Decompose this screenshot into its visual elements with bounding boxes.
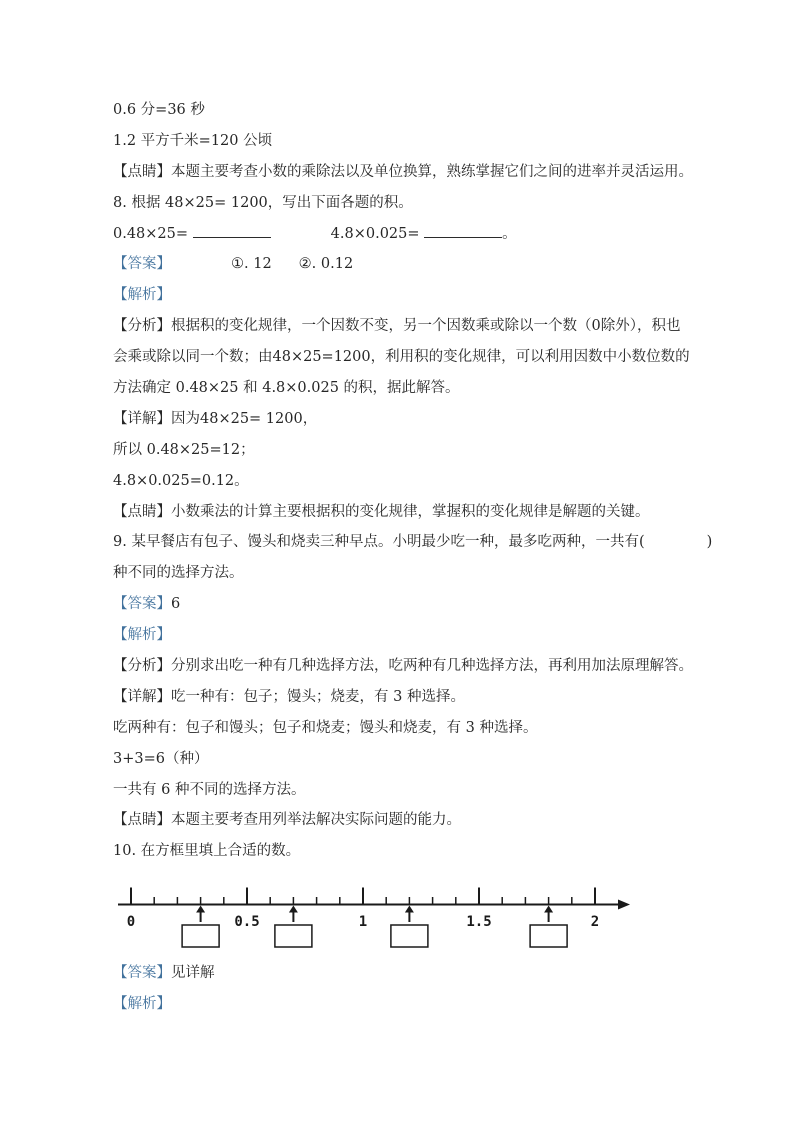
text-segment: ②. 0.12 bbox=[298, 256, 354, 273]
text-segment: 【分析】根据积的变化规律，一个因数不变，另一个因数乘或除以一个数（0除外），积也 bbox=[113, 318, 681, 335]
q9-detail-3 bbox=[113, 744, 733, 775]
q9-remark bbox=[113, 805, 733, 836]
text-segment: 0.48×25= bbox=[113, 225, 193, 242]
q8-blanks bbox=[113, 219, 733, 250]
spacer bbox=[272, 267, 299, 268]
answer-box bbox=[182, 925, 219, 947]
conversion-answer-time bbox=[113, 95, 733, 126]
q10-prompt bbox=[113, 836, 733, 867]
tick-label: 1 bbox=[358, 914, 368, 931]
q8-answer bbox=[113, 249, 733, 280]
answer-label: 【答案】 bbox=[113, 965, 171, 982]
up-arrowhead-icon bbox=[289, 906, 298, 913]
q8-detail-2 bbox=[113, 435, 733, 466]
analysis-label: 【解析】 bbox=[113, 996, 171, 1013]
up-arrowhead-icon bbox=[196, 906, 205, 913]
text-segment: 0.6 分=36 秒 bbox=[113, 102, 205, 118]
blank-underline bbox=[424, 224, 502, 238]
q9-detail-4 bbox=[113, 775, 733, 806]
answer-label: 【答案】 bbox=[113, 596, 171, 613]
q8-remark bbox=[113, 497, 733, 528]
text-segment: 【点睛】本题主要考查小数的乘除法以及单位换算，熟练掌握它们之间的进率并灵活运用。 bbox=[113, 163, 693, 180]
q10-number-line-figure bbox=[113, 867, 733, 958]
q10-answer bbox=[113, 958, 733, 989]
analysis-label: 【解析】 bbox=[113, 287, 171, 304]
text-segment: 8. 根据 48×25= 1200，写出下面各题的积。 bbox=[113, 194, 413, 211]
text-segment: 4.8×0.025= bbox=[330, 225, 425, 242]
text-segment: 4.8×0.025=0.12。 bbox=[113, 472, 249, 489]
number-line-svg bbox=[118, 867, 648, 958]
q9-analysis-header bbox=[113, 620, 733, 651]
text-segment: 会乘或除以同一个数；由48×25=1200，利用积的变化规律，可以利用因数中小数位数的 bbox=[113, 349, 690, 366]
text-segment: 吃两种有：包子和馒头；包子和烧麦；馒头和烧麦，有 3 种选择。 bbox=[113, 719, 538, 736]
text-segment: 种不同的选择方法。 bbox=[113, 565, 244, 582]
text-segment: 。 bbox=[502, 225, 517, 242]
q8-analysis-2 bbox=[113, 342, 733, 373]
q9-analysis bbox=[113, 651, 733, 682]
text-segment: 【点睛】小数乘法的计算主要根据积的变化规律，掌握积的变化规律是解题的关键。 bbox=[113, 503, 650, 520]
q9-answer bbox=[113, 589, 733, 620]
q8-analysis-3 bbox=[113, 373, 733, 404]
text-segment: 【详解】因为48×25= 1200， bbox=[113, 410, 318, 427]
answer-label: 【答案】 bbox=[113, 256, 171, 273]
q8-detail-3 bbox=[113, 466, 733, 497]
answer-box bbox=[391, 925, 428, 947]
document-content bbox=[113, 95, 733, 1020]
q8-prompt bbox=[113, 188, 733, 219]
up-arrowhead-icon bbox=[544, 906, 553, 913]
q9-prompt-2 bbox=[113, 558, 733, 589]
text-segment: 【点睛】本题主要考查用列举法解决实际问题的能力。 bbox=[113, 812, 461, 829]
text-segment: 3+3=6（种） bbox=[113, 750, 209, 767]
tick-label: 2 bbox=[590, 914, 600, 931]
text-segment: 【详解】吃一种有：包子；馒头；烧麦，有 3 种选择。 bbox=[113, 688, 465, 705]
text-segment: 所以 0.48×25=12； bbox=[113, 441, 255, 458]
blank-underline bbox=[193, 224, 271, 238]
text-segment: 见详解 bbox=[171, 965, 215, 982]
up-arrowhead-icon bbox=[405, 906, 414, 913]
q8-analysis-1 bbox=[113, 311, 733, 342]
answer-box bbox=[530, 925, 567, 947]
text-segment: 【分析】分别求出吃一种有几种选择方法，吃两种有几种选择方法，再利用加法原理解答。 bbox=[113, 658, 693, 675]
text-segment: 10. 在方框里填上合适的数。 bbox=[113, 843, 301, 860]
text-segment: 6 bbox=[171, 596, 181, 613]
tick-label: 0.5 bbox=[234, 914, 260, 931]
q9-detail-1 bbox=[113, 682, 733, 713]
q8-detail-1 bbox=[113, 404, 733, 435]
axis-arrowhead-icon bbox=[618, 900, 630, 910]
text-segment: ) bbox=[706, 534, 713, 551]
q9-prompt-1 bbox=[113, 527, 733, 558]
q10-analysis-header bbox=[113, 989, 733, 1020]
text-segment: ①. 12 bbox=[231, 256, 272, 273]
tick-label: 1.5 bbox=[466, 914, 492, 931]
text-segment: 1.2 平方千米=120 公顷 bbox=[113, 132, 273, 149]
text-segment: 9. 某早餐店有包子、馒头和烧卖三种早点。小明最少吃一种，最多吃两种，一共有( bbox=[113, 534, 645, 551]
spacer bbox=[645, 545, 707, 546]
spacer bbox=[271, 237, 331, 238]
text-segment: 方法确定 0.48×25 和 4.8×0.025 的积，据此解答。 bbox=[113, 380, 460, 397]
q7-remark bbox=[113, 157, 733, 188]
spacer bbox=[171, 267, 231, 268]
text-segment: 一共有 6 种不同的选择方法。 bbox=[113, 781, 306, 798]
answer-box bbox=[275, 925, 312, 947]
analysis-label: 【解析】 bbox=[113, 627, 171, 644]
q9-detail-2 bbox=[113, 713, 733, 744]
conversion-answer-area bbox=[113, 126, 733, 157]
q8-analysis-header bbox=[113, 280, 733, 311]
tick-label: 0 bbox=[126, 914, 136, 931]
